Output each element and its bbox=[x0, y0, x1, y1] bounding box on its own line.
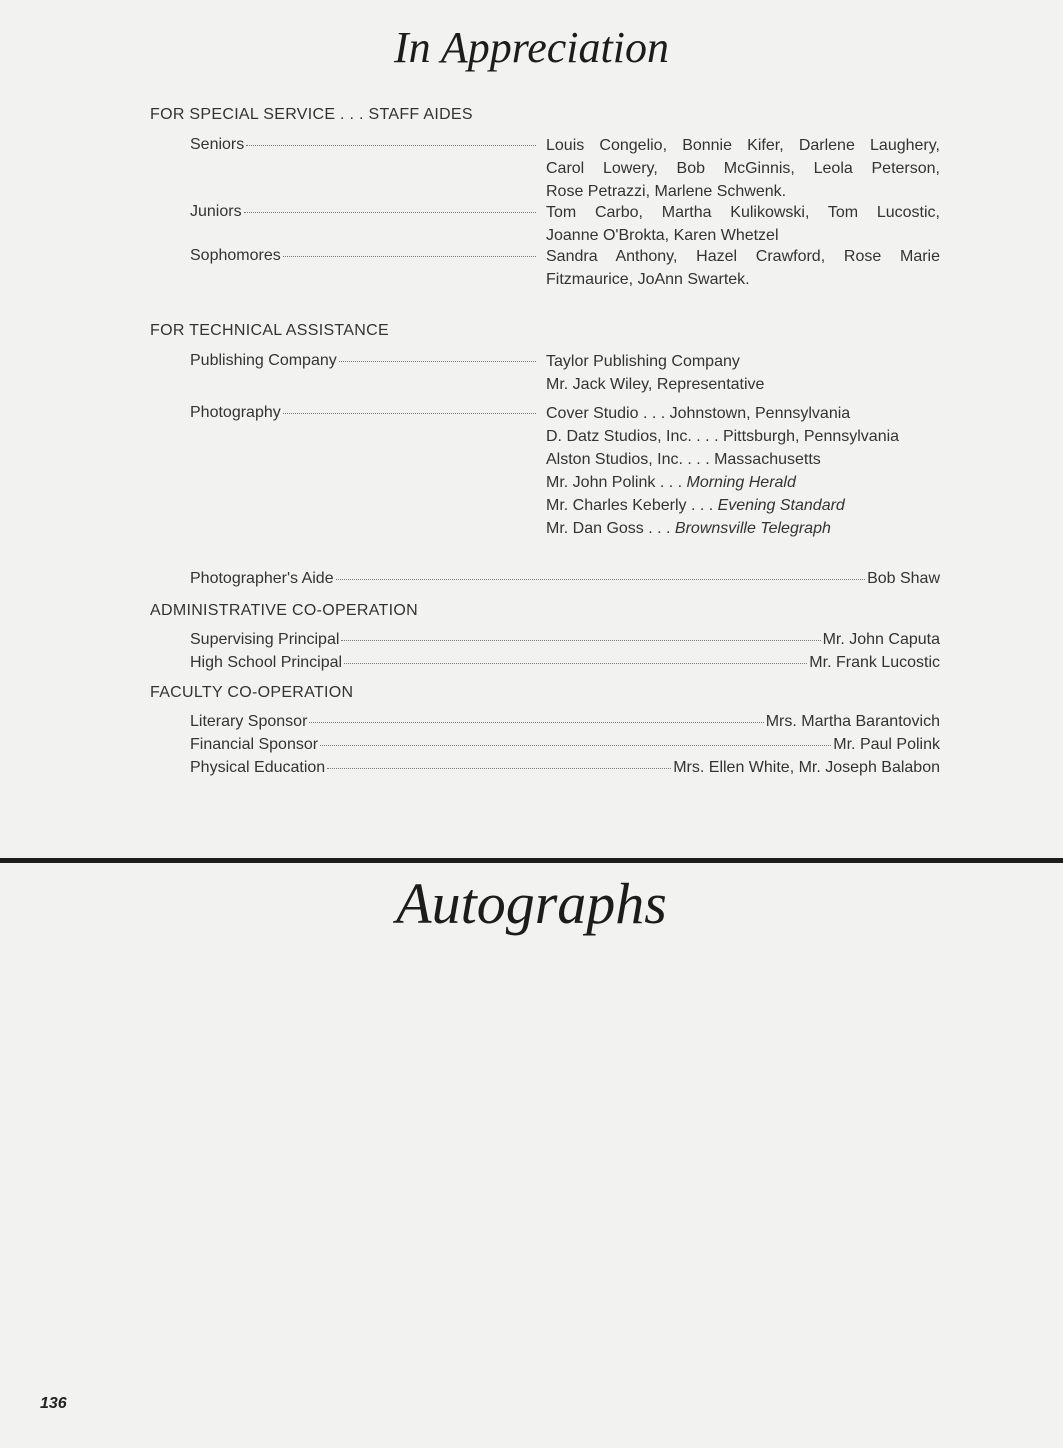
financial-label: Financial Sponsor bbox=[190, 736, 319, 753]
literary-row bbox=[190, 713, 940, 731]
leader-dots bbox=[336, 579, 865, 580]
leader-dots bbox=[283, 413, 536, 414]
physical-value: Mrs. Ellen White, Mr. Joseph Balabon bbox=[673, 759, 940, 776]
special-service-heading: FOR SPECIAL SERVICE . . . STAFF AIDES bbox=[150, 106, 473, 123]
publishing-line: Taylor Publishing Company bbox=[546, 353, 740, 370]
sophomores-row bbox=[190, 247, 538, 265]
studio-line: Cover Studio . . . Johnstown, Pennsylvania bbox=[546, 405, 851, 422]
supervising-row bbox=[190, 631, 940, 649]
financial-row bbox=[190, 736, 940, 754]
physical-row bbox=[190, 759, 940, 777]
supervising-value: Mr. John Caputa bbox=[822, 631, 940, 648]
press-line bbox=[546, 517, 940, 540]
studio-line: D. Datz Studios, Inc. . . . Pittsburgh, Pennsylvania bbox=[546, 428, 900, 445]
leader-dots bbox=[341, 640, 820, 641]
literary-value: Mrs. Martha Barantovich bbox=[765, 713, 940, 730]
aide-row bbox=[190, 570, 940, 588]
press-name: Mr. Charles Keberly . . . bbox=[546, 497, 718, 514]
leader-dots bbox=[327, 768, 671, 769]
photography-row bbox=[190, 404, 538, 422]
photography-label: Photography bbox=[190, 404, 281, 421]
seniors-line: Carol Lowery, Bob McGinnis, Leola Peterson, bbox=[546, 160, 940, 177]
press-name: Mr. John Polink . . . bbox=[546, 474, 687, 491]
press-line bbox=[546, 494, 940, 517]
juniors-line: Tom Carbo, Martha Kulikowski, Tom Lucostic, bbox=[546, 204, 940, 221]
seniors-label: Seniors bbox=[190, 136, 245, 153]
highschool-row bbox=[190, 654, 940, 672]
juniors-names bbox=[546, 201, 940, 247]
press-paper: Morning Herald bbox=[686, 474, 796, 491]
financial-value: Mr. Paul Polink bbox=[833, 736, 940, 753]
sophomores-line: Fitzmaurice, JoAnn Swartek. bbox=[546, 271, 750, 288]
leader-dots bbox=[320, 745, 831, 746]
juniors-line: Joanne O'Brokta, Karen Whetzel bbox=[546, 227, 779, 244]
press-line bbox=[546, 471, 940, 494]
appreciation-title: In Appreciation bbox=[394, 23, 669, 72]
publishing-row bbox=[190, 352, 538, 370]
seniors-names bbox=[546, 134, 940, 203]
aide-label: Photographer's Aide bbox=[190, 570, 334, 587]
technical-heading: FOR TECHNICAL ASSISTANCE bbox=[150, 322, 389, 339]
press-paper: Brownsville Telegraph bbox=[674, 520, 831, 537]
seniors-line: Louis Congelio, Bonnie Kifer, Darlene Laughery, bbox=[546, 137, 940, 154]
press-paper: Evening Standard bbox=[717, 497, 845, 514]
sophomores-names bbox=[546, 245, 940, 291]
seniors-row bbox=[190, 136, 538, 154]
press-name: Mr. Dan Goss . . . bbox=[546, 520, 675, 537]
leader-dots bbox=[344, 663, 807, 664]
studio-line: Alston Studios, Inc. . . . Massachusetts bbox=[546, 451, 821, 468]
literary-label: Literary Sponsor bbox=[190, 713, 308, 730]
supervising-label: Supervising Principal bbox=[190, 631, 340, 648]
sophomores-label: Sophomores bbox=[190, 247, 281, 264]
leader-dots bbox=[246, 145, 536, 146]
faculty-heading: FACULTY CO-OPERATION bbox=[150, 684, 354, 701]
leader-dots bbox=[244, 212, 536, 213]
publishing-line: Mr. Jack Wiley, Representative bbox=[546, 376, 765, 393]
photography-values bbox=[546, 402, 940, 540]
aide-value: Bob Shaw bbox=[867, 570, 940, 587]
publishing-values bbox=[546, 350, 940, 396]
leader-dots bbox=[283, 256, 536, 257]
highschool-value: Mr. Frank Lucostic bbox=[809, 654, 940, 671]
juniors-row bbox=[190, 203, 538, 221]
divider-rule bbox=[0, 858, 1063, 863]
publishing-label: Publishing Company bbox=[190, 352, 337, 369]
highschool-label: High School Principal bbox=[190, 654, 343, 671]
sophomores-line: Sandra Anthony, Hazel Crawford, Rose Marie bbox=[546, 248, 940, 265]
juniors-label: Juniors bbox=[190, 203, 242, 220]
autographs-title: Autographs bbox=[396, 871, 667, 936]
leader-dots bbox=[309, 722, 763, 723]
physical-label: Physical Education bbox=[190, 759, 326, 776]
administrative-heading: ADMINISTRATIVE CO-OPERATION bbox=[150, 602, 418, 619]
seniors-line: Rose Petrazzi, Marlene Schwenk. bbox=[546, 183, 787, 200]
page-number: 136 bbox=[40, 1395, 67, 1412]
leader-dots bbox=[339, 361, 536, 362]
